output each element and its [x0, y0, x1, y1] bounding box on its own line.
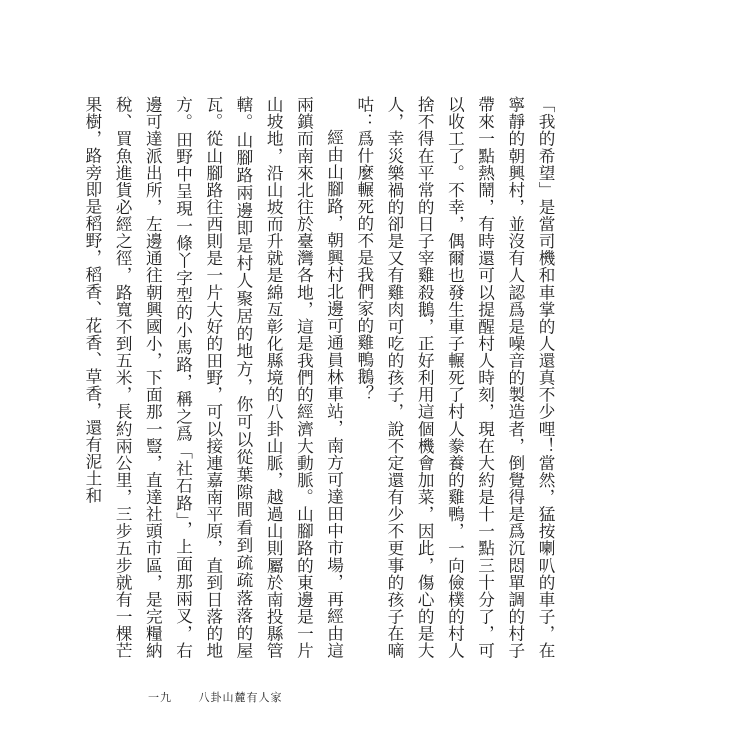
body-text — [82, 96, 560, 659]
paragraph-1: 「我的希望」是當司機和車掌的人還真不少哩！當然，猛按喇叭的車子，在寧靜的朝興村，並沒有人認爲是噪音的製造者，倒覺得是爲沉悶單調的村子帶來一點熱鬧，有時還可以提醒村人時刻，現在大約是十一點三十分了，可以收工了。不幸，偶爾也發生車子輾死了村人豢養的雞鴨，一向儉樸的村人捨不得在平常的日子宰雞殺鵝，正好利用這個機會加菜，因此，傷心的是大人，幸災樂禍的卻是又有雞肉可吃的孩子，說不定還有少不更事的孩子在嘀咕：爲什麼輾死的不是我們家的雞鴨鵝？ — [354, 96, 555, 659]
page-footer — [148, 689, 283, 705]
page-number: 一九 — [148, 691, 172, 704]
paragraph-2: 經由山腳路，朝興村北邊可通員林車站，南方可達田中市場，再經由這兩鎮而南來北往於臺灣各地，這是我們的經濟大動脈。山腳路的東邊是一片山坡地，沿山坡而升就是綿亙彰化縣境的八卦山脈，越過山則屬於南投縣管轄。山腳路兩邊即是村人聚居的地方，你可以從葉隙間看到疏疏落落的屋瓦。從山腳路往西則是一片大好的田野，可以接連嘉南平原，直到日落的地方。田野中呈現一條丫字型的小馬路，稱之爲「社石路」，上面那兩叉，右邊可達派出所，左邊通往朝興國小，下面那一豎，直達社頭市區，是完糧納稅、買魚進貨必經之徑，路寬不到五米，長約兩公里，三步五步就有一棵芒果樹，路旁即是稻野，稻香、花香、草香，還有泥土和 — [82, 96, 344, 659]
running-title: 八卦山麓有人家 — [198, 691, 283, 704]
